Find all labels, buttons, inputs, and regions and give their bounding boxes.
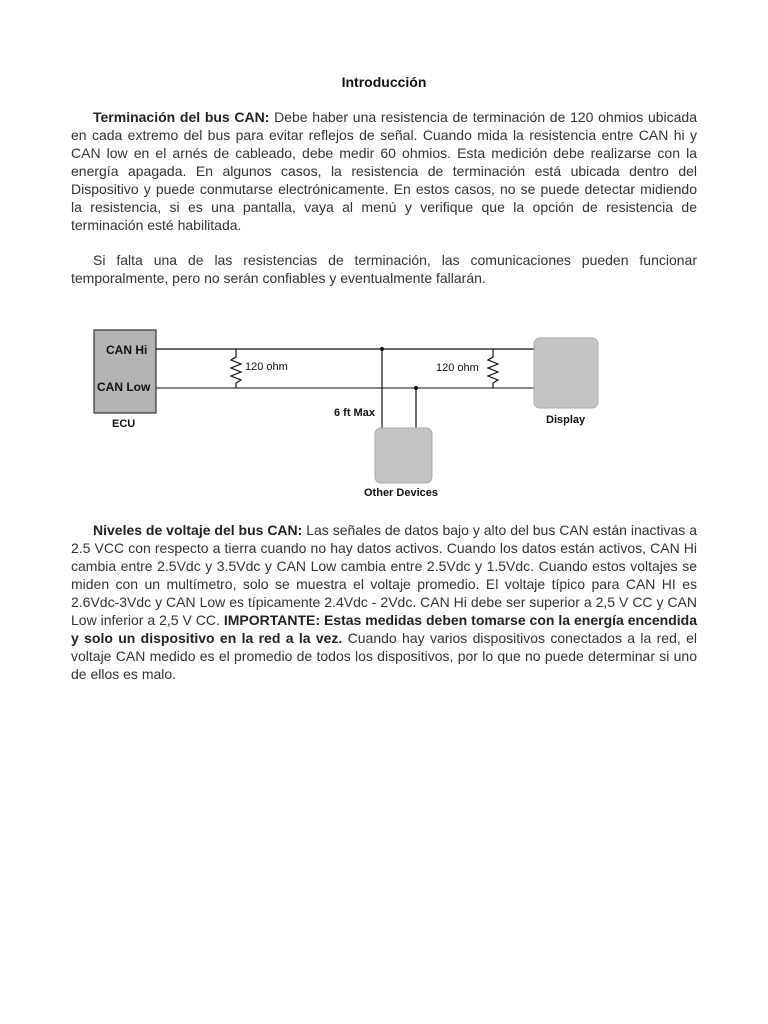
important-note: IMPORTANTE: Estas medidas deben tomarse con la energía encendida y solo un dispositivo en la red a la vez.: [71, 612, 697, 646]
voltage-levels-text: Las señales de datos bajo y alto del bus CAN están inactivas a 2.5 VCC con respecto a tierra cuando no hay datos activos. Cuando los datos están activos, CAN Hi cambia entre 2.5Vdc y 3.5Vdc y CAN Low cambia entre 2.5Vdc y 1.5Vdc. Cuando estos voltajes se miden con un multímetro, solo se muestra el voltaje promedio. El voltaje típico para CAN HI es 2.6Vdc-3Vdc y CAN Low es típicamente 2.4Vdc - 2Vdc. CAN Hi debe ser superior a 2,5 V CC y CAN Low inferior a 2,5 V CC.: [71, 522, 697, 628]
ecu-can-low-label: CAN Low: [97, 380, 151, 394]
voltage-levels-text-end: Cuando hay varios dispositivos conectados a la red, el voltaje CAN medido es el promedio de todos los dispositivos, por lo que no puede determinar si uno de ellos es malo.: [71, 630, 697, 682]
resistor-right-symbol: [488, 349, 498, 388]
paragraph-voltage-levels: [71, 521, 697, 683]
page-title: Introducción: [341, 74, 427, 90]
resistor-left-label: 120 ohm: [245, 361, 288, 373]
stub-length-label: 6 ft Max: [334, 407, 375, 419]
bus-termination-text: Debe haber una resistencia de terminación de 120 ohmios ubicada en cada extremo del bus para evitar reflejos de señal. Cuando mida la resistencia entre CAN hi y CAN low en el arnés de cableado, debe medir 60 ohmios. Esta medición debe realizarse con la energía apagada. En algunos casos, la resistencia de terminación está ubicada dentro del Dispositivo y puede conmutarse electrónicamente. En estos casos, no se puede detectar midiendo la resistencia, si es una pantalla, vaya al menú y verifique que la opción de resistencia de terminación esté habilitada.: [71, 109, 697, 233]
resistor-right-label: 120 ohm: [436, 362, 479, 374]
missing-resistor-text: Si falta una de las resistencias de terminación, las comunicaciones pueden funcionar temporalmente, pero no serán confiables y eventualmente fallarán.: [71, 252, 697, 286]
display-box: [534, 338, 598, 408]
bus-termination-heading: Terminación del bus CAN:: [93, 109, 270, 125]
display-label: Display: [546, 414, 586, 426]
voltage-levels-heading: Niveles de voltaje del bus CAN:: [93, 522, 303, 538]
resistor-left-symbol: [231, 349, 241, 388]
other-devices-box: [375, 428, 432, 483]
other-devices-label: Other Devices: [364, 487, 438, 499]
ecu-label: ECU: [112, 418, 136, 430]
ecu-can-hi-label: CAN Hi: [106, 343, 148, 357]
